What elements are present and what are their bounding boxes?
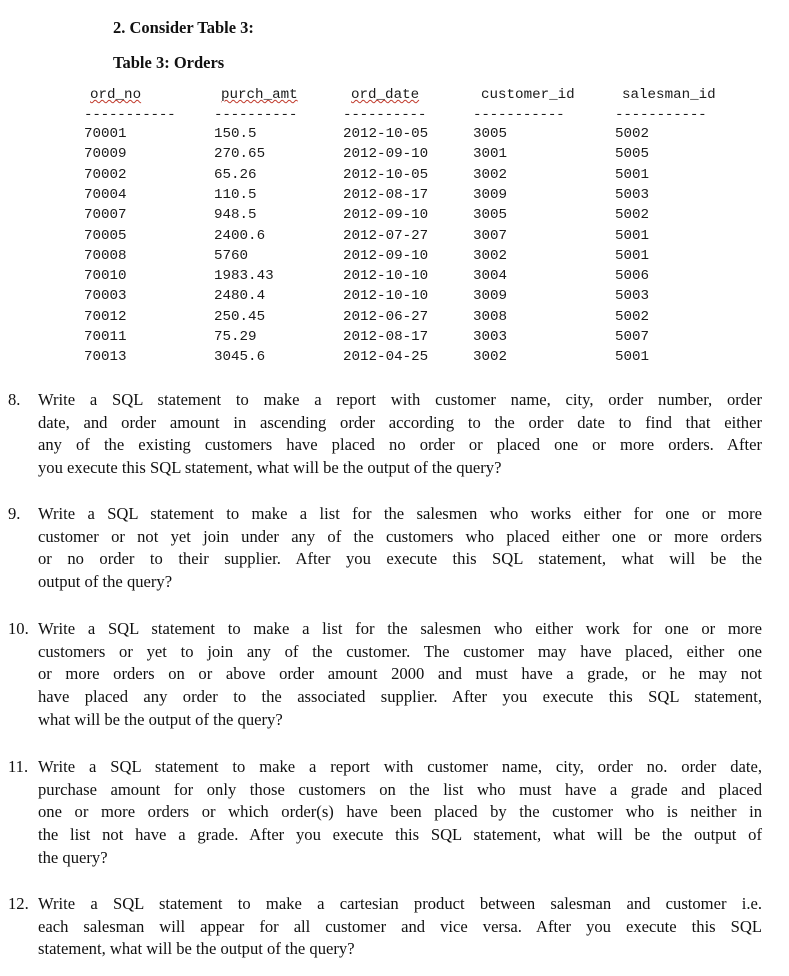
table-cell: 70001 (84, 126, 127, 142)
table-cell: 2012-08-17 (343, 329, 429, 345)
question-line: or more orders on or above order amount 2000 and must have a grade, or he may not (38, 664, 762, 684)
table-cell: 5002 (615, 308, 650, 325)
table-cell: 70005 (84, 227, 127, 244)
table-cell: 3007 (473, 227, 508, 244)
table-cell: 70002 (84, 166, 127, 183)
table-cell: 250.45 (214, 308, 266, 325)
question-line: each salesman will appear for all customer and vice versa. After you execute this SQL (38, 916, 762, 936)
question-line: output of the query? (38, 572, 173, 592)
table-cell: 3008 (473, 308, 508, 325)
table-cell: 70013 (84, 349, 127, 366)
table-cell: 70012 (84, 308, 127, 325)
question-line: statement, what will be the output of the query? (38, 939, 355, 959)
table-cell: 3003 (473, 329, 508, 345)
table-cell: 3009 (473, 186, 508, 203)
table-cell: 3004 (473, 268, 508, 285)
table-cell: 3002 (473, 349, 508, 366)
section-heading: 2. Consider Table 3: (113, 18, 254, 37)
table-cell: 5006 (615, 268, 650, 285)
column-header-customer-id: customer_id (481, 87, 575, 103)
table-cell: 2400.6 (214, 227, 266, 244)
header-rule: ----------- (473, 107, 565, 123)
question-line: any of the existing customers have placed no order or placed one or more orders. After (38, 435, 762, 455)
table-cell: 1983.43 (214, 268, 274, 285)
question-item (0, 503, 789, 594)
table-cell: 70010 (84, 268, 127, 285)
table-cell: 2012-06-27 (343, 308, 429, 325)
question-number: 12. (8, 894, 29, 913)
table-cell: 3005 (473, 126, 508, 142)
table-cell: 2012-10-10 (343, 288, 429, 305)
question-line: what will be the output of the query? (38, 709, 283, 729)
question-item (0, 893, 789, 961)
table-cell: 70011 (84, 329, 127, 345)
question-item (0, 389, 789, 480)
table-cell: 5001 (615, 247, 650, 264)
question-line: customers or yet to join any of the customer. The customer may have placed, either one (38, 641, 762, 661)
table-cell: 70009 (84, 146, 127, 163)
table-cell: 2012-09-10 (343, 207, 429, 224)
question-text (38, 389, 762, 480)
question-item (0, 618, 789, 732)
table-cell: 3001 (473, 146, 508, 163)
question-text (38, 756, 762, 870)
table-cell: 110.5 (214, 186, 257, 203)
table-title: Table 3: Orders (113, 53, 225, 72)
question-number: 11. (8, 757, 29, 776)
table-cell: 5001 (615, 227, 650, 244)
orders-table (0, 0, 789, 380)
question-number: 8. (8, 390, 21, 409)
header-rule: ---------- (343, 107, 427, 123)
question-line: the query? (38, 847, 108, 867)
table-cell: 3009 (473, 288, 508, 305)
table-cell: 3002 (473, 166, 508, 183)
question-line: customer or not yet join under any of the customers who placed either one or more orders (38, 526, 762, 546)
table-cell: 150.5 (214, 126, 257, 142)
question-number: 10. (8, 619, 29, 638)
table-cell: 5005 (615, 146, 650, 163)
question-text (38, 893, 762, 961)
header-rule: ----------- (615, 107, 707, 123)
table-cell: 5001 (615, 166, 650, 183)
table-cell: 5003 (615, 288, 650, 305)
question-line: Write a SQL statement to make a report with customer name, city, order number, order (38, 390, 762, 409)
table-cell: 5002 (615, 126, 650, 142)
table-cell: 75.29 (214, 329, 257, 345)
table-cell: 5007 (615, 329, 650, 345)
question-line: Write a SQL statement to make a report with customer name, city, order no. order date, (38, 757, 762, 776)
table-cell: 5760 (214, 247, 249, 264)
table-cell: 2012-08-17 (343, 186, 429, 203)
table-cell: 2012-04-25 (343, 349, 429, 366)
question-number: 9. (8, 504, 21, 523)
table-cell: 70008 (84, 247, 127, 264)
question-line: have placed any order to the associated supplier. After you execute this SQL statement, (38, 687, 762, 707)
question-line: or no order to their supplier. After you execute this SQL statement, what will be the (38, 549, 762, 569)
table-cell: 270.65 (214, 146, 266, 163)
table-cell: 3005 (473, 207, 508, 224)
table-cell: 70004 (84, 186, 127, 203)
table-cell: 948.5 (214, 207, 257, 224)
table-cell: 2012-10-05 (343, 126, 429, 142)
question-line: you execute this SQL statement, what will be the output of the query? (38, 458, 502, 478)
header-rule: ---------- (214, 107, 298, 123)
table-cell: 5003 (615, 186, 650, 203)
question-line: date, and order amount in ascending order according to the order date to find that either (38, 412, 762, 432)
table-cell: 5001 (615, 349, 650, 366)
table-cell: 65.26 (214, 166, 257, 183)
table-cell: 5002 (615, 207, 650, 224)
column-header-ord-no: ord_no (90, 87, 142, 103)
question-line: Write a SQL statement to make a list for the salesmen who works either for one or more (38, 504, 762, 523)
question-line: Write a SQL statement to make a list for the salesmen who either work for one or more (38, 619, 762, 638)
table-cell: 2480.4 (214, 288, 266, 305)
question-line: one or more orders or which order(s) have been placed by the customer who is neither in (38, 802, 762, 822)
question-text (38, 503, 762, 594)
column-header-salesman-id: salesman_id (622, 87, 716, 103)
question-text (38, 618, 762, 732)
header-rule: ----------- (84, 107, 176, 123)
table-cell: 3002 (473, 247, 508, 264)
table-cell: 2012-07-27 (343, 227, 429, 244)
question-line: Write a SQL statement to make a cartesian product between salesman and customer i.e. (38, 894, 762, 913)
table-cell: 70003 (84, 288, 127, 305)
table-cell: 2012-10-05 (343, 166, 429, 183)
table-cell: 2012-10-10 (343, 268, 429, 285)
table-cell: 70007 (84, 207, 127, 224)
column-header-purch-amt: purch_amt (221, 87, 298, 103)
question-line: purchase amount for only those customers on the list who must have a grade and placed (38, 779, 762, 799)
table-cell: 2012-09-10 (343, 247, 429, 264)
column-header-ord-date: ord_date (351, 87, 420, 103)
question-item (0, 756, 789, 870)
table-cell: 2012-09-10 (343, 146, 429, 163)
question-line: the list not have a grade. After you execute this SQL statement, what will be the output of (38, 825, 762, 845)
table-cell: 3045.6 (214, 349, 266, 366)
